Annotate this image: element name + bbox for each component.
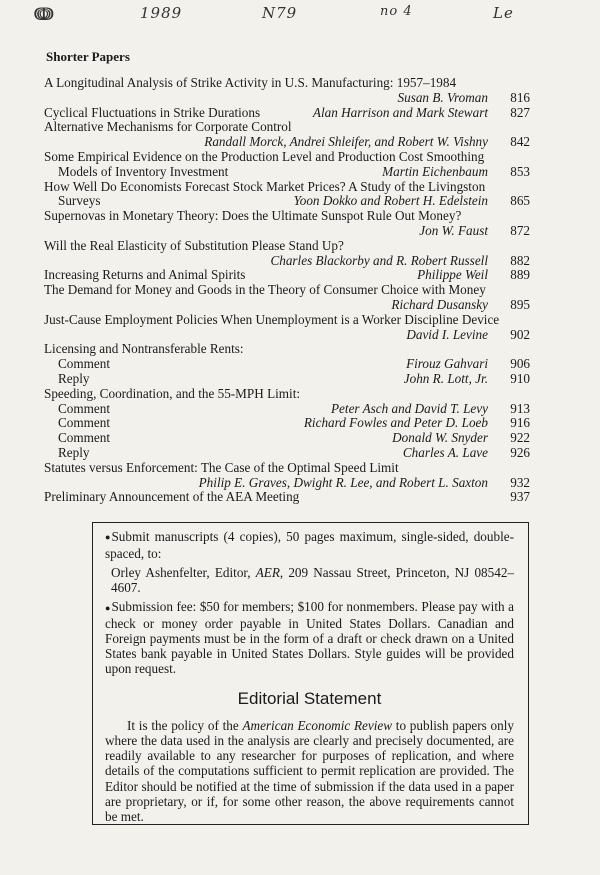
article-subtitle: Comment — [58, 416, 111, 431]
article-author: Randall Morck, Andrei Shleifer, and Robert W. Vishny — [204, 134, 488, 150]
article-title: The Demand for Money and Goods in the Theory of Consumer Choice with Money — [44, 283, 486, 298]
article-author: Yoon Dokko and Robert H. Edelstein — [293, 193, 488, 209]
page-number: 853 — [510, 163, 530, 179]
article-title: Alternative Mechanisms for Corporate Control — [44, 120, 292, 135]
article-author: Charles A. Lave — [402, 444, 488, 460]
page-number: 902 — [510, 326, 530, 342]
toc-line — [44, 76, 530, 91]
article-title: Licensing and Nontransferable Rents: — [44, 342, 244, 357]
submission-fee: ●Submission fee: $50 for members; $100 for nonmembers. Please pay with a check or money order payable in United States Dollars. Canadian and Foreign payments must be in the form of a draft or check drawn on a United States bank payable in United States Dollars. Style guides will be provided upon request. — [105, 599, 514, 677]
article-title: Preliminary Announcement of the AEA Meeting — [44, 490, 300, 505]
toc-line — [44, 165, 530, 180]
article-title: Some Empirical Evidence on the Production Level and Production Cost Smoothing — [44, 149, 485, 164]
handwritten-year: 1989 — [140, 4, 183, 22]
toc-line — [44, 91, 530, 106]
page-number: 937 — [510, 489, 530, 505]
article-title: Cyclical Fluctuations in Strike Durations — [44, 105, 261, 120]
editor-address: Orley Ashenfelter, Editor, AER, 209 Nassau Street, Princeton, NJ 08542–4607. — [111, 564, 515, 595]
toc-line — [44, 461, 530, 476]
page-number: 827 — [510, 104, 530, 120]
page-number: 895 — [510, 296, 530, 312]
article-author: Martin Eichenbaum — [382, 163, 488, 179]
page-number: 816 — [510, 89, 530, 105]
bullet-icon: ● — [105, 602, 111, 613]
table-of-contents — [44, 76, 530, 505]
article-author: Donald W. Snyder — [392, 430, 488, 446]
handwritten-initials: Le — [493, 4, 514, 22]
page-number: 882 — [510, 252, 530, 268]
toc-line — [44, 209, 530, 224]
article-title: Will the Real Elasticity of Substitution Please Stand Up? — [44, 238, 344, 253]
article-author: Philip E. Graves, Dwight R. Lee, and Robert L. Saxton — [198, 474, 488, 490]
toc-line — [44, 120, 530, 135]
editorial-notice-box — [92, 522, 529, 825]
toc-line — [44, 254, 530, 269]
page-number: 913 — [510, 400, 530, 416]
toc-line — [44, 357, 530, 372]
toc-line — [44, 313, 530, 328]
toc-line — [44, 328, 530, 343]
handwritten-mark: ↈ — [34, 4, 55, 25]
article-author: Alan Harrison and Mark Stewart — [312, 104, 488, 120]
toc-line — [44, 387, 530, 402]
article-subtitle: Reply — [58, 445, 90, 460]
article-author: David I. Levine — [406, 326, 488, 342]
editorial-statement: It is the policy of the American Economic Review to publish papers only where the data used in the analysis are clearly and precisely documented, are readily available to any researcher for purposes of replication, and where details of the computations sufficient to permit replication are provided. The Editor should be notified at the time of submission if the data used in a paper are proprietary, or if, for some other reason, the above requirements cannot be met. — [105, 717, 514, 824]
article-author: Philippe Weil — [417, 267, 488, 283]
article-subtitle: Comment — [58, 431, 111, 446]
page-number: 922 — [510, 430, 530, 446]
article-subtitle: Models of Inventory Investment — [58, 164, 229, 179]
article-subtitle: Comment — [58, 357, 111, 372]
toc-line — [44, 402, 530, 417]
article-author: Richard Fowles and Peter D. Loeb — [303, 415, 488, 431]
article-title: Speeding, Coordination, and the 55-MPH Limit: — [44, 386, 301, 401]
article-title: Statutes versus Enforcement: The Case of the Optimal Speed Limit — [44, 460, 399, 475]
toc-line — [44, 342, 530, 357]
toc-line — [44, 135, 530, 150]
toc-line — [44, 416, 530, 431]
page-number: 910 — [510, 370, 530, 386]
page-number: 906 — [510, 356, 530, 372]
page-number: 932 — [510, 474, 530, 490]
toc-line — [44, 283, 530, 298]
article-subtitle: Surveys — [58, 194, 101, 209]
submit-instructions: ●Submit manuscripts (4 copies), 50 pages maximum, single-sided, double-spaced, to: — [105, 529, 514, 561]
toc-line — [44, 194, 530, 209]
article-title: How Well Do Economists Forecast Stock Market Prices? A Study of the Livingston — [44, 179, 486, 194]
toc-line — [44, 298, 530, 313]
toc-line — [44, 431, 530, 446]
toc-line — [44, 150, 530, 165]
article-title: A Longitudinal Analysis of Strike Activity in U.S. Manufacturing: 1957–1984 — [44, 76, 457, 90]
article-author: Susan B. Vroman — [397, 89, 488, 105]
page-number: 872 — [510, 222, 530, 238]
article-author: Jon W. Faust — [419, 222, 488, 238]
handwritten-number: no 4 — [380, 4, 413, 19]
page-number: 889 — [510, 267, 530, 283]
article-subtitle: Reply — [58, 371, 90, 386]
article-title: Supernovas in Monetary Theory: Does the Ultimate Sunspot Rule Out Money? — [44, 209, 462, 224]
article-subtitle: Comment — [58, 401, 111, 416]
section-heading: Shorter Papers — [46, 49, 130, 64]
article-author: Richard Dusansky — [391, 296, 488, 312]
article-author: Firouz Gahvari — [406, 356, 488, 372]
page-number: 926 — [510, 444, 530, 460]
bullet-icon: ● — [105, 532, 111, 543]
toc-line — [44, 180, 530, 195]
page-number: 865 — [510, 193, 530, 209]
handwritten-volume: N79 — [262, 4, 298, 22]
toc-line — [44, 268, 530, 283]
article-author: Charles Blackorby and R. Robert Russell — [270, 252, 488, 268]
editorial-statement-title: Editorial Statement — [237, 688, 382, 708]
article-author: Peter Asch and David T. Levy — [331, 400, 488, 416]
article-author: John R. Lott, Jr. — [403, 370, 488, 386]
article-title: Just-Cause Employment Policies When Unemployment is a Worker Discipline Device — [44, 312, 500, 327]
toc-line — [44, 224, 530, 239]
toc-line — [44, 372, 530, 387]
toc-line — [44, 446, 530, 461]
toc-line — [44, 476, 530, 491]
toc-line — [44, 239, 530, 254]
toc-line — [44, 490, 530, 505]
article-title: Increasing Returns and Animal Spirits — [44, 268, 246, 283]
page-number: 842 — [510, 134, 530, 150]
toc-line — [44, 106, 530, 121]
page-number: 916 — [510, 415, 530, 431]
